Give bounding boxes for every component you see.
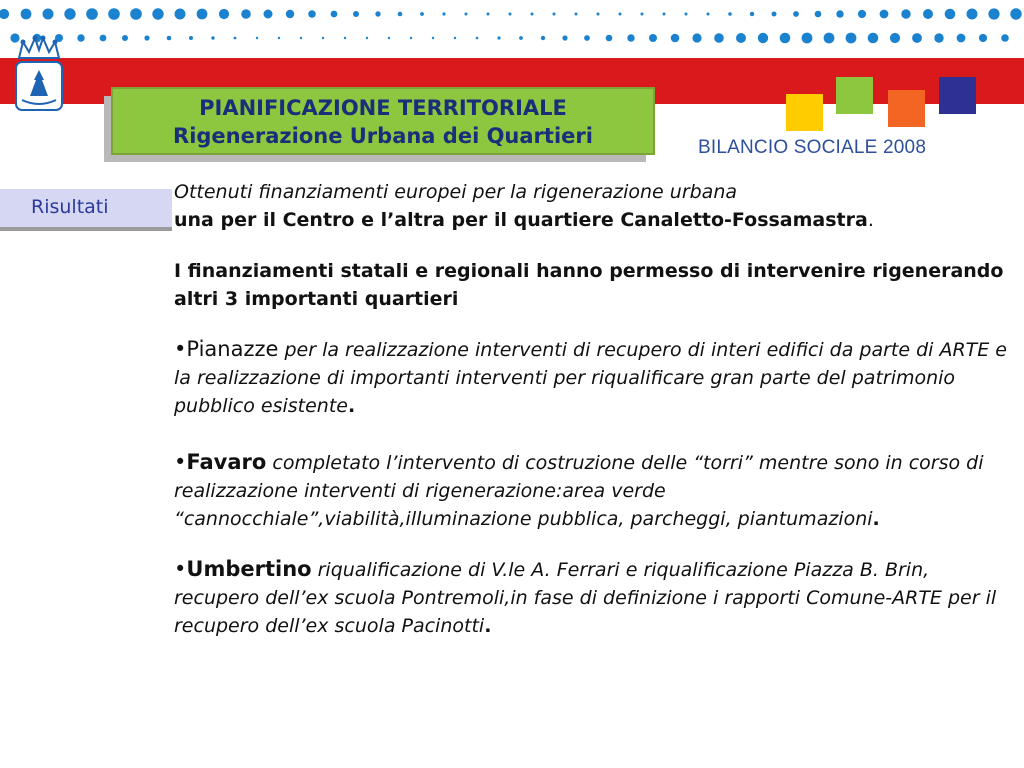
header-dot	[0, 9, 9, 19]
header-dot	[692, 33, 701, 42]
header-dot	[957, 34, 966, 43]
header-dot	[707, 13, 710, 16]
header-dot	[562, 35, 567, 40]
header-dot	[420, 12, 424, 16]
header-dot	[454, 37, 456, 39]
bullet: •	[174, 337, 187, 361]
header-dot	[322, 37, 324, 39]
header-dot	[130, 8, 142, 20]
header-dot	[846, 33, 857, 44]
square-green	[836, 77, 873, 114]
header-dot	[988, 8, 999, 19]
header-dot	[912, 33, 922, 43]
header-dot	[880, 10, 889, 19]
title-line-1: PIANIFICAZIONE TERRITORIALE	[199, 96, 567, 120]
header-dot	[793, 11, 799, 17]
header-dot	[219, 9, 229, 19]
bullet: •	[174, 450, 187, 474]
header-dot	[619, 13, 622, 16]
header-dot	[649, 34, 657, 42]
dot-row-top	[0, 8, 1022, 20]
header-dot	[641, 13, 644, 16]
header-dot	[575, 13, 578, 16]
header-dot	[442, 12, 445, 15]
header-dot	[43, 9, 54, 20]
dotted-header-pattern	[0, 0, 1024, 58]
header-dot	[300, 37, 302, 39]
content-body	[174, 178, 1020, 640]
header-dot	[410, 37, 412, 39]
header-dot	[308, 10, 316, 18]
header-dot	[836, 10, 843, 17]
header-dot	[476, 37, 479, 40]
header-dot	[750, 12, 754, 16]
header-dot	[152, 8, 163, 19]
header-dot	[553, 13, 556, 16]
intro-paragraph	[174, 178, 1020, 234]
square-yellow	[786, 94, 823, 131]
item-name: Umbertino	[186, 557, 312, 581]
bullet: •	[174, 557, 187, 581]
header-dot	[144, 35, 149, 40]
header-dot	[923, 9, 933, 19]
list-item-favaro	[174, 448, 1020, 533]
header-dot	[663, 13, 666, 16]
dot-row-bottom	[10, 33, 1008, 44]
header-dot	[234, 37, 237, 40]
header-dot	[100, 35, 107, 42]
header-dot	[344, 37, 346, 39]
item-desc: completato l’intervento di costruzione delle “torri” mentre sono in corso di realizzazione interventi di rigenerazione:area verde “cannocchiale”,viabilità,illuminazione pubblica, parcheggi, piantumazioni	[174, 452, 984, 530]
header-dot	[934, 33, 943, 42]
header-dot	[627, 34, 634, 41]
header-dot	[584, 35, 590, 41]
header-dot	[366, 37, 368, 39]
header-dot	[21, 9, 32, 20]
item-desc: per la realizzazione interventi di recupero di interi edifici da parte di ARTE e la realizzazione di importanti interventi per riqualificare gran parte del patrimonio pubblico esistente	[174, 339, 1007, 417]
header-dot	[64, 8, 75, 19]
header-dot	[331, 11, 338, 18]
header-dot	[597, 13, 600, 16]
list-item-pianazze	[174, 335, 1020, 420]
header-dot	[189, 36, 193, 40]
city-crest-icon	[12, 34, 66, 112]
header-dot	[197, 9, 208, 20]
item-name: Pianazze	[186, 337, 279, 361]
header-dot	[728, 12, 732, 16]
header-dot	[278, 37, 280, 39]
header-dot	[606, 35, 613, 42]
section-tab-risultati	[0, 189, 172, 231]
header-dot	[77, 34, 84, 41]
header-dot	[758, 33, 768, 43]
header-dot	[211, 36, 214, 39]
header-dot	[945, 9, 956, 20]
header-dot	[1010, 8, 1021, 19]
header-dot	[531, 13, 534, 16]
header-dot	[86, 8, 98, 20]
item-name: Favaro	[186, 450, 267, 474]
header-dot	[175, 9, 186, 20]
header-dot	[685, 13, 688, 16]
header-dot	[815, 11, 822, 18]
header-dot	[487, 13, 490, 16]
brand-label: BILANCIO SOCIALE 2008	[698, 137, 927, 158]
header-dot	[714, 33, 724, 43]
header-dot	[967, 9, 978, 20]
header-dot	[108, 8, 120, 20]
header-dot	[541, 36, 545, 40]
header-dot	[465, 13, 468, 16]
item-end: .	[872, 508, 880, 530]
header-dot	[979, 34, 987, 42]
header-dot	[286, 10, 294, 18]
header-dot	[1001, 34, 1009, 42]
header-dot	[388, 37, 390, 39]
header-dot	[353, 11, 359, 17]
header-dot	[509, 13, 512, 16]
header-dot	[890, 33, 900, 43]
item-end: .	[484, 615, 492, 637]
item-end: .	[347, 395, 356, 417]
header-dot	[736, 33, 746, 43]
header-dot	[858, 10, 866, 18]
header-dot	[772, 12, 777, 17]
header-dot	[824, 33, 835, 44]
header-dot	[432, 37, 434, 39]
square-orange	[888, 90, 925, 127]
item-desc: riqualificazione di V.le A. Ferrari e riqualificazione Piazza B. Brin, recupero dell’ex scuola Pontremoli,in fase di definizione i rapporti Comune-ARTE per il recupero dell’ex scuola Pacinotti	[174, 559, 997, 637]
intro-italic: Ottenuti finanziamenti europei per la rigenerazione urbana	[174, 181, 738, 203]
header-dot	[122, 35, 128, 41]
header-dot	[497, 36, 500, 39]
header-dot	[780, 33, 791, 44]
title-line-2: Rigenerazione Urbana dei Quartieri	[173, 124, 593, 148]
section-tab-label: Risultati	[31, 196, 109, 218]
header-dot	[375, 11, 380, 16]
intro-bold: una per il Centro e l’altra per il quartiere Canaletto-Fossamastra	[174, 209, 868, 231]
statement-paragraph: I finanziamenti statali e regionali hanno permesso di intervenire rigenerando altri 3 importanti quartieri	[174, 260, 1004, 310]
header-dot	[671, 34, 680, 43]
header-dot	[167, 36, 172, 41]
header-dot	[264, 10, 273, 19]
header-dot	[802, 33, 813, 44]
header-dot	[256, 37, 258, 39]
list-item-umbertino	[174, 555, 1020, 640]
header-dot	[398, 12, 403, 17]
header-dot	[519, 36, 523, 40]
page-title	[111, 87, 655, 155]
square-blue	[939, 77, 976, 114]
header-dot	[901, 9, 910, 18]
header-dot	[868, 33, 879, 44]
intro-tail: .	[867, 209, 874, 231]
header-dot	[241, 9, 251, 19]
